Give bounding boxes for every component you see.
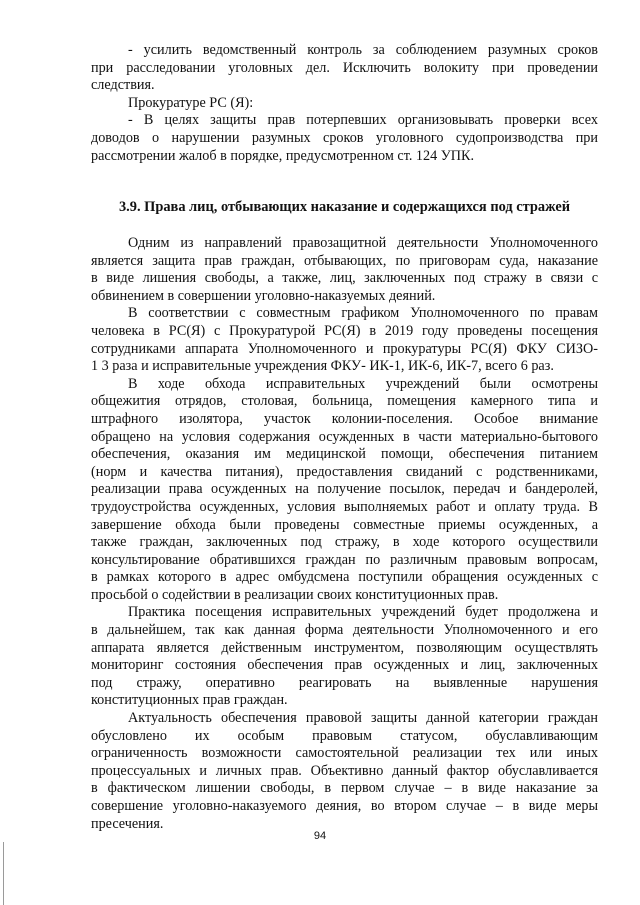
recommendations-block [91, 42, 598, 165]
text-line: трудоустройства осужденных, условия выполняемых работ и оплату труда. В [91, 498, 598, 515]
text-line: в виде лишения свободы, а также, лиц, заключенных под стражу в связи с [91, 270, 598, 287]
paragraph [91, 305, 598, 375]
paragraph [91, 42, 598, 95]
text-line: человека в РС(Я) с Прокуратурой РС(Я) в 2019 году проведены посещения [91, 322, 598, 339]
paragraph [91, 604, 598, 710]
paragraph [91, 235, 598, 305]
paragraph [91, 112, 598, 165]
text-line: Одним из направлений правозащитной деятельности Уполномоченного [128, 235, 598, 251]
body-text [91, 235, 598, 833]
text-line: процессуальных и личных прав. Объективно данный фактор обуславливается [91, 762, 598, 779]
text-line: при расследовании уголовных дел. Исключить волокиту при проведении [91, 59, 598, 76]
text-line: обеспечения, оказания им медицинской помощи, обеспечения питанием [91, 446, 598, 463]
text-line: мониторинг состояния обеспечения прав осужденных и лиц, заключенных [91, 657, 598, 674]
scan-edge-line [3, 842, 4, 905]
text-line: является защита прав граждан, отбывающих, по приговорам суда, наказание [91, 252, 598, 269]
text-line: также граждан, заключенных под стражу, в ходе которого осуществили [91, 534, 598, 551]
text-line: совершение уголовно-наказуемого деяния, во втором случае – в виде меры [91, 798, 598, 814]
text-line: Прокуратуре РС (Я): [128, 94, 254, 111]
text-line: пресечения. [91, 815, 164, 832]
paragraph [91, 95, 598, 113]
text-line: обусловлено их особым правовым статусом, обуславливающим [91, 727, 598, 744]
text-line: реализации права осужденных на получение посылок, передач и бандеролей, [91, 481, 598, 498]
text-line: просьбой о содействии в реализации своих конституционных прав. [91, 586, 499, 603]
text-line: В ходе обхода исправительных учреждений были осмотрены [128, 375, 598, 392]
text-line: ограниченность возможности самостоятельной реализации тех или иных [91, 745, 598, 762]
text-line: в рамках которого в адрес омбудсмена поступили обращения осужденных с [91, 569, 598, 586]
text-line: завершение обхода были проведены совместные приемы осужденных, а [91, 516, 598, 533]
text-line: В соответствии с совместным графиком Уполномоченного по правам [128, 305, 598, 322]
paragraph [91, 376, 598, 605]
text-line: аппарата является действенным инструментом, позволяющим осуществлять [91, 639, 598, 656]
text-line: в фактическом лишении свободы, в первом случае – в виде наказание за [91, 780, 598, 797]
text-line: (норм и качества питания), предоставления свиданий с родственниками, [91, 463, 598, 480]
text-line: в дальнейшем, так как данная форма деятельности Уполномоченного и его [91, 622, 598, 639]
text-line: общежития отрядов, столовая, больница, помещения камерного типа и [91, 393, 598, 410]
text-line: доводов о нарушении разумных сроков уголовного судопроизводства при [91, 129, 598, 146]
text-line: штрафного изолятора, участок колонии-поселения. Особое внимание [91, 410, 598, 427]
text-line: следствия. [91, 77, 155, 94]
text-line: обвинением в совершении уголовно-наказуемых деяний. [91, 287, 436, 304]
section-heading: 3.9. Права лиц, отбывающих наказание и содержащихся под стражей [118, 199, 571, 215]
text-line: Практика посещения исправительных учреждений будет продолжена и [128, 604, 598, 621]
page-number: 94 [313, 830, 327, 842]
text-line: под стражу, оперативно реагировать на выявленные нарушения [91, 674, 598, 691]
text-line: - В целях защиты прав потерпевших организовывать проверки всех [128, 112, 598, 129]
text-line: конституционных прав граждан. [91, 692, 288, 709]
text-line: рассмотрении жалоб в порядке, предусмотренном ст. 124 УПК. [91, 147, 475, 164]
text-line: сотрудниками аппарата Уполномоченного и прокуратуры РС(Я) ФКУ СИЗО- [91, 340, 598, 357]
paragraph [91, 710, 598, 833]
text-line: - усилить ведомственный контроль за соблюдением разумных сроков [128, 42, 598, 58]
text-line: консультирование обратившихся граждан по различным правовым вопросам, [91, 551, 598, 568]
text-line: Актуальность обеспечения правовой защиты данной категории граждан [128, 710, 598, 727]
text-line: 1 3 раза и исправительные учреждения ФКУ- ИК-1, ИК-6, ИК-7, всего 6 раз. [91, 358, 554, 375]
text-line: обращено на условия содержания осужденных в части материально-бытового [91, 428, 598, 445]
